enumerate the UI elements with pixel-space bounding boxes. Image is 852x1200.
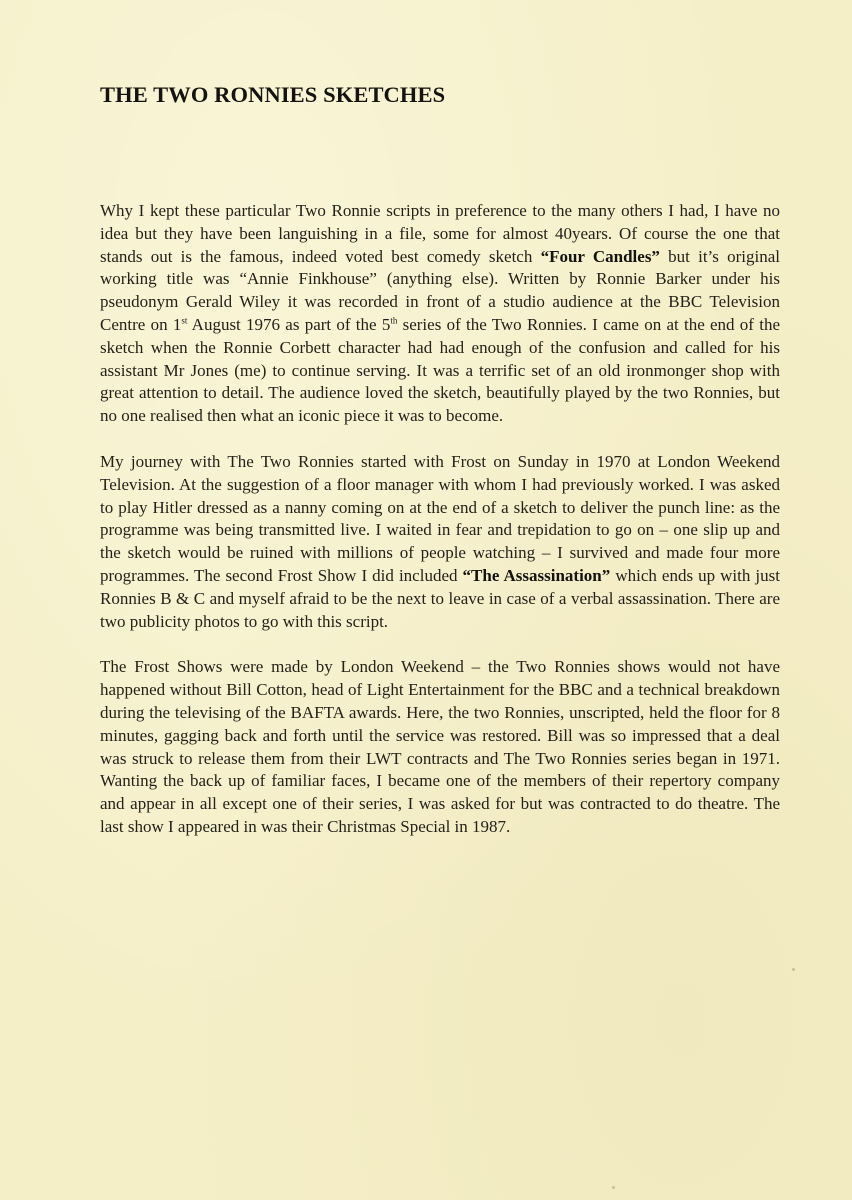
- document-title: THE TWO RONNIES SKETCHES: [100, 82, 446, 107]
- paper-speck: [792, 968, 795, 971]
- paragraph-frost-shows: The Frost Shows were made by London Weekend – the Two Ronnies shows would not have happened without Bill Cotton, head of Light Entertainment for the BBC and a technical breakdown during the televising of the BAFTA awards. Here, the two Ronnies, unscripted, held the floor for 8 minutes, gagging back and forth until the service was restored. Bill was so impressed that a deal was struck to release them from their LWT contracts and The Two Ronnies series began in 1971. Wanting the back up of familiar faces, I became one of the members of their repertory company and appear in all except one of their series, I was asked for but was contracted to do theatre. The last show I appeared in was their Christmas Special in 1987.: [100, 657, 780, 836]
- document-body: [100, 200, 780, 862]
- ordinal-suffix: st: [181, 315, 188, 326]
- ordinal-suffix: th: [390, 315, 398, 326]
- paragraph-four-candles: [100, 200, 780, 428]
- sketch-title-four-candles: “Four Candles”: [540, 246, 660, 266]
- paragraph-text: August 1976 as part of the 5: [187, 314, 391, 334]
- paper-speck: [612, 1186, 615, 1189]
- paragraph-text: series of the Two Ronnies. I came on at the end of the sketch when the Ronnie Corbett character had had enough of the confusion and called for his assistant Mr Jones (me) to continue serving. It was a terrific set of an old ironmonger shop with great attention to detail. The audience loved the sketch, beautifully played by the two Ronnies, but no one realised then what an iconic piece it was to become.: [100, 314, 780, 426]
- paragraph-frost-on-sunday: [100, 451, 780, 633]
- paragraph-text: which ends up with just Ronnies B & C and myself afraid to be the next to leave in case of a verbal assassination. There are two publicity photos to go with this script.: [100, 565, 780, 631]
- sketch-title-the-assassination: “The Assassination”: [462, 565, 611, 585]
- paragraph-text: Why I kept these particular Two Ronnie scripts in preference to the many others I had, I have no idea but they have been languishing in a file, some for almost 40years. Of course the one that stands out is the famous, indeed voted best comedy sketch: [100, 201, 780, 266]
- paragraph-text: but it’s original working title was “Annie Finkhouse” (anything else). Written by Ronnie Barker under his pseudonym Gerald Wiley it was recorded in front of a studio audience at the BBC Television Centre on 1: [100, 246, 780, 334]
- paragraph-text: My journey with The Two Ronnies started with Frost on Sunday in 1970 at London Weekend Television. At the suggestion of a floor manager with whom I had previously worked. I was asked to play Hitler dressed as a nanny coming on at the end of a sketch to deliver the punch line: as the programme was being transmitted live. I waited in fear and trepidation to go on – one slip up and the sketch would be ruined with millions of people watching – I survived and made four more programmes. The second Frost Show I did included: [100, 451, 780, 585]
